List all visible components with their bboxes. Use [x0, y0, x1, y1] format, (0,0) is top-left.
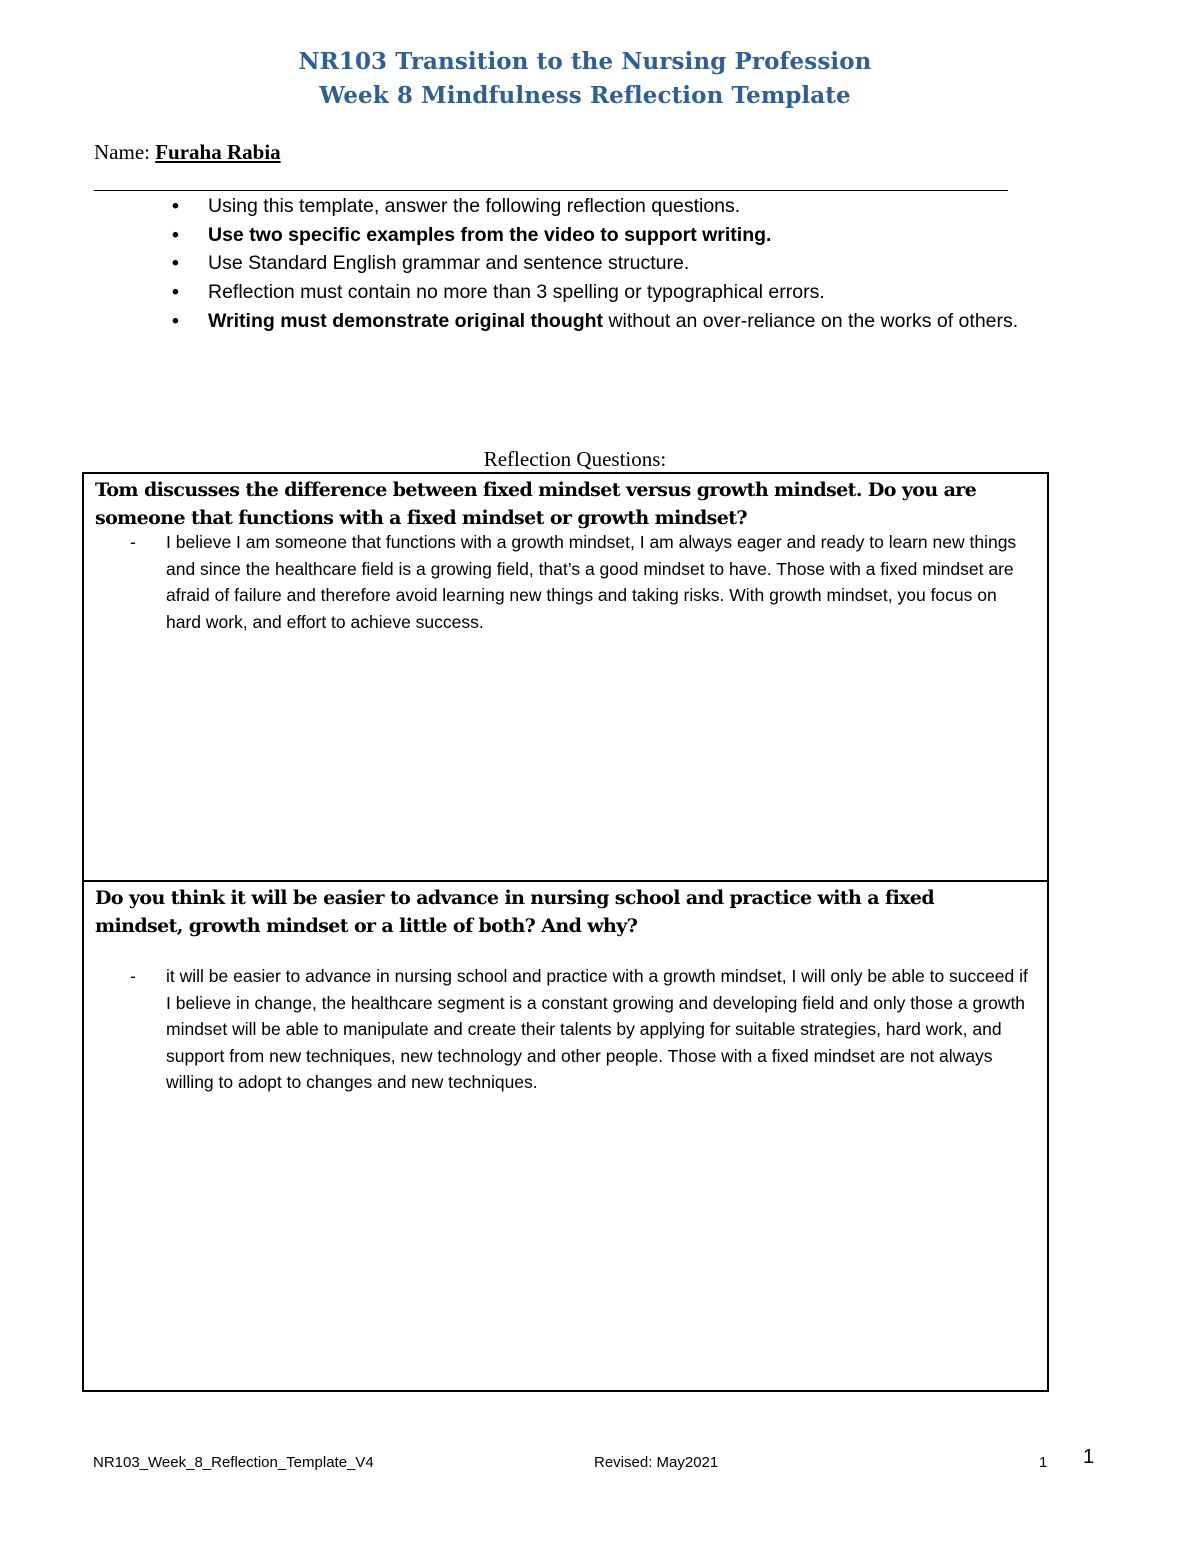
footer-page-number: 1 [1039, 1454, 1048, 1471]
bullet-icon: • [172, 309, 179, 332]
answer-body: it will be easier to advance in nursing school and practice with a growth mindset, I will only be able to succeed if I believe in change, the healthcare segment is a constant growing and developing field and only those a growth mindset will be able to manipulate and create their talents by applying for suitable strategies, hard work, and support from new techniques, new technology and other people. Those with a fixed mindset are not always willing to adopt to changes and new techniques. [166, 966, 1028, 1092]
horizontal-rule [94, 190, 1008, 191]
name-label: Name: [94, 140, 156, 164]
instruction-item: • Use Standard English grammar and sentence structure. [160, 249, 1040, 278]
name-row [94, 140, 281, 165]
reflection-table [82, 472, 1049, 1392]
reflection-questions-heading: Reflection Questions: [483, 447, 667, 471]
instructions-list [160, 192, 1040, 336]
answer-body: I believe I am someone that functions with a growth mindset, I am always eager and ready to learn new things and since the healthcare field is a growing field, that’s a good mindset to have. Those with a fixed mindset are afraid of failure and therefore avoid learning new things and taking risks. With growth mindset, you focus on hard work, and effort to achieve success. [166, 532, 1017, 632]
question-cell-1[interactable] [84, 474, 1047, 882]
instruction-item: • Reflection must contain no more than 3 spelling or typographical errors. [160, 278, 1040, 307]
bullet-icon: • [172, 281, 179, 304]
page-marker: 1 [1083, 1446, 1095, 1468]
footer-revised: Revised: May2021 [594, 1454, 719, 1471]
answer-text[interactable] [130, 529, 1035, 635]
bullet-icon: • [172, 223, 179, 246]
instruction-item: • Using this template, answer the following reflection questions. [160, 192, 1040, 221]
bullet-icon: • [172, 195, 179, 217]
instruction-item: • Writing must demonstrate original thought without an over-reliance on the works of others. [160, 307, 1040, 336]
footer-filename: NR103_Week_8_Reflection_Template_V4 [93, 1454, 374, 1471]
question-cell-2[interactable] [84, 882, 1047, 1390]
document-title: NR103 Transition to the Nursing Profession [298, 48, 872, 75]
name-value: Furaha Rabia [155, 140, 281, 164]
answer-text[interactable] [130, 963, 1035, 1096]
dash-marker: - [130, 532, 136, 552]
question-text: Tom discusses the difference between fixed mindset versus growth mindset. Do you are someone that functions with a fixed mindset or growth mindset? [95, 479, 977, 529]
instruction-item: • Use two specific examples from the video to support writing. [160, 221, 1040, 250]
document-subtitle: Week 8 Mindfulness Reflection Template [319, 82, 851, 109]
dash-marker: - [130, 966, 136, 986]
question-text: Do you think it will be easier to advance in nursing school and practice with a fixed mindset, growth mindset or a little of both? And why? [95, 887, 935, 937]
bullet-icon: • [172, 252, 179, 275]
